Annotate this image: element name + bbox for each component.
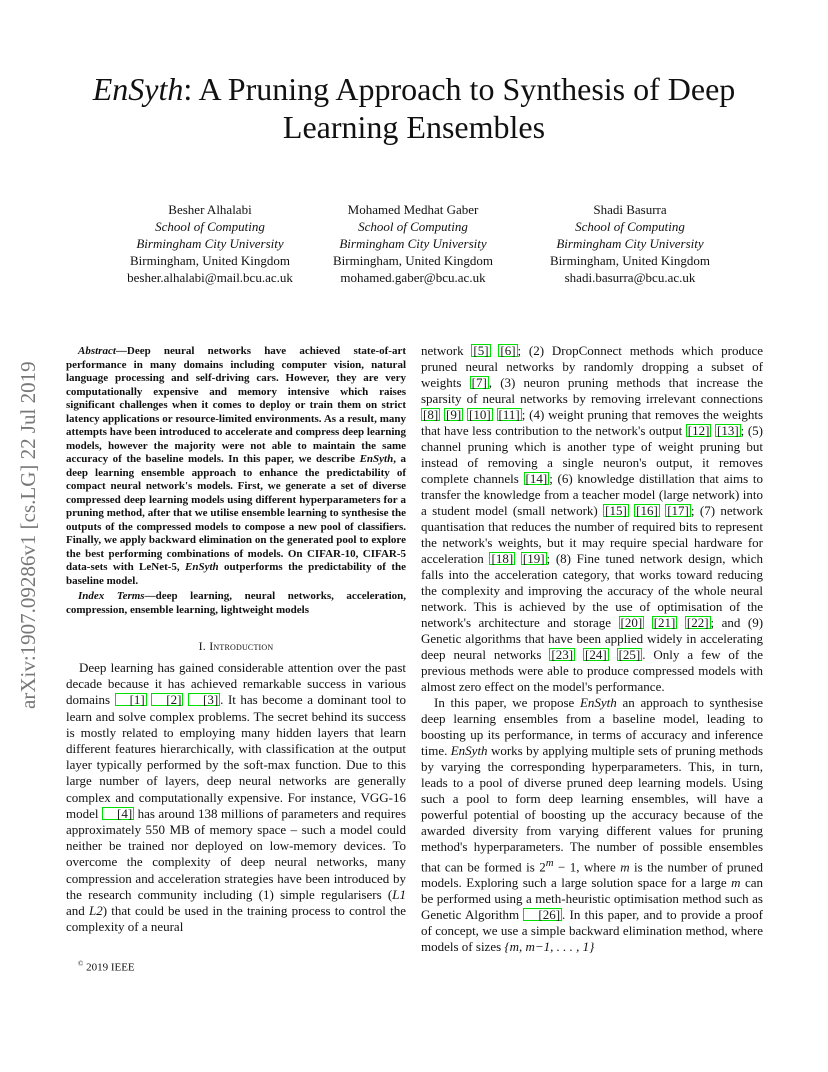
author-country: Birmingham, United Kingdom: [333, 253, 493, 268]
author-country: Birmingham, United Kingdom: [130, 253, 290, 268]
author-univ: Birmingham City University: [136, 236, 284, 251]
citation-link[interactable]: [26]: [523, 908, 562, 921]
author-email: shadi.basurra@bcu.ac.uk: [564, 270, 696, 285]
paragraph: network [5] [6] ; (2) DropConnect methods which produce pruned neural networks by randomly dropping a subset of weights [7] , (3) neuron pruning methods that increase the sparsity of neural networks by removing irrelevant connections [8] [9] [10] [11] ; (4) weight pruning that removes the weights that have less contribution to the network's output [12] [13] ; (5) channel pruning which is another type of weight pruning but instead of removing a single neuron's output, it removes complete channels [14] ; (6) knowledge distillation that aims to transfer the knowledge from a teacher model (large network) into a student model (small network) [15] [16] [17] ; (7) network quantisation that reduces the number of required bits to represent the network's weights, but it may require special hardware for acceleration [18] [19] ; (8) Fine tuned network design, which falls into the acceleration category, that works toward reducing the complexity and improving the accuracy of the whole neural network. This is achieved by the use of optimisation of the network's architecture and storage [20] [21] [22] ; and (9) Genetic algorithms that have been applied widely in accelerating deep neural networks [23] [24] [25] . Only a few of the previous methods were able to produce compressed models with almost zero effect on the model's performance.: [421, 343, 764, 694]
citation-link[interactable]: [23]: [551, 647, 574, 662]
citation-link[interactable]: [25]: [618, 647, 641, 662]
citation-link[interactable]: [3]: [188, 693, 220, 706]
title-rest: : A Pruning Approach to Synthesis of Deep Learning Ensembles: [183, 71, 736, 145]
citation-link[interactable]: [11]: [498, 407, 520, 422]
left-column: [66, 345, 406, 935]
citation-link[interactable]: [19]: [522, 551, 545, 566]
section-heading: I. Introduction: [198, 639, 274, 653]
author-name: Shadi Basurra: [593, 202, 667, 217]
citation-link[interactable]: [2]: [151, 693, 183, 706]
citation-link[interactable]: [16]: [636, 503, 658, 518]
author-dept: School of Computing: [155, 219, 265, 234]
author-univ: Birmingham City University: [339, 236, 487, 251]
arxiv-stamp: arXiv:1907.09286v1 [cs.LG] 22 Jul 2019: [16, 361, 40, 709]
author-name: Besher Alhalabi: [168, 202, 252, 217]
citation-link[interactable]: [20]: [620, 615, 643, 630]
author-1: [100, 201, 320, 286]
citation-link[interactable]: [9]: [446, 407, 462, 422]
citation-link[interactable]: [13]: [716, 423, 739, 438]
paragraph: In this paper, we propose EnSyth an approach to synthesise deep learning ensembles from a baseline model, leading to boosting up its performance, in terms of accuracy and inference time. EnSyth works by applying multiple sets of pruning methods by varying the corresponding hyperparameters. This, in turn, leads to a pool of diverse pruned deep learning models. Using such a pool to form deep learning ensembles, will have a powerful potential of boosting up the accuracy because of the awarded diversity from varying different values for pruning method's hyperparameters. The number of possible ensembles that can be formed is $2^m - 1$, where m is the number of pruned models. Exploring such a large solution space for a large m can be performed using a meth-heuristic optimisation method such as Genetic Algorithm [26] . In this paper, and to provide a proof of concept, we use a simple backward elimination method, where models of sizes {m, m−1, . . . , 1}: [421, 695, 764, 955]
author-name: Mohamed Medhat Gaber: [347, 202, 479, 217]
paper-title: [60, 70, 768, 146]
citation-link[interactable]: [6]: [500, 343, 516, 358]
citation-link[interactable]: [8]: [423, 407, 439, 422]
title-italic: EnSyth: [92, 71, 184, 107]
citation-link[interactable]: [15]: [605, 503, 627, 518]
copyright-notice: © 2019 IEEE: [78, 960, 135, 974]
citation-link[interactable]: [4]: [102, 807, 134, 820]
author-univ: Birmingham City University: [556, 236, 704, 251]
citation-link[interactable]: [1]: [115, 693, 147, 706]
index-terms: Index Terms—deep learning, neural networks, acceleration, compression, ensemble learning, lightweight models: [66, 590, 406, 616]
citation-link[interactable]: [5]: [473, 343, 489, 358]
abstract: Abstract—Deep neural networks have achieved state-of-art performance in many domains including computer vision, natural language processing and self-driving cars. However, they are very computationally expensive and memory intensive which raises significant challenges when it comes to deploy or train them on strict latency applications or resource-limited environments. As a result, many attempts have been introduced to accelerate and compress deep learning models, however the majority were not able to maintain the same accuracy of the baseline models. In this paper, we describe EnSyth, a deep learning ensemble approach to enhance the predictability of compact neural network's models. First, we generate a set of diverse compressed deep learning models using different hyperparameters for a pruning method, after that we utilise ensemble learning to synthesise the outputs of the compressed models to compose a new pool of classifiers. Finally, we apply backward elimination on the generated pool to explore the best performing combinations of models. On CIFAR-10, CIFAR-5 data-sets with LeNet-5, EnSyth outperforms the predictability of the baseline model.: [66, 345, 406, 587]
citation-link[interactable]: [17]: [667, 503, 689, 518]
abstract-label: Abstract: [78, 345, 116, 357]
citation-link[interactable]: [22]: [686, 615, 709, 630]
author-dept: School of Computing: [575, 219, 685, 234]
author-block: [100, 201, 728, 291]
citation-link[interactable]: [7]: [471, 375, 487, 390]
citation-link[interactable]: [14]: [525, 471, 548, 486]
right-column: [421, 343, 763, 955]
intro-text: Deep learning has gained considerable attention over the past decade because it has achieved remarkable success in various domains [1] [2] [3] . It has become a dominant tool to learn and solve complex problems. The secret behind its success is mostly related to employing many hidden layers that learn different features hierarchically, with classification at the output layer typically performed by the soft-max function. Due to this large number of layers, deep neural networks are generally complex and computationally expensive. For instance, VGG-16 model [4] has around 138 millions of parameters and requires approximately 550 MB of memory space – such a model could neither be trained nor deployed on low-memory devices. To overcome the complexity of deep neural networks, many compression and acceleration strategies have been introduced by the research community including (1) simple regularisers (L1 and L2) that could be used in the training process to control the complexity of a neural: [66, 660, 407, 935]
citation-link[interactable]: [21]: [653, 615, 676, 630]
citation-link[interactable]: [10]: [469, 407, 491, 422]
author-country: Birmingham, United Kingdom: [550, 253, 710, 268]
citation-link[interactable]: [12]: [687, 423, 710, 438]
author-2: [303, 201, 523, 286]
author-email: besher.alhalabi@mail.bcu.ac.uk: [127, 270, 293, 285]
author-email: mohamed.gaber@bcu.ac.uk: [340, 270, 486, 285]
citation-link[interactable]: [18]: [491, 551, 514, 566]
citation-link[interactable]: [24]: [585, 647, 607, 662]
author-3: [520, 201, 740, 286]
author-dept: School of Computing: [358, 219, 468, 234]
